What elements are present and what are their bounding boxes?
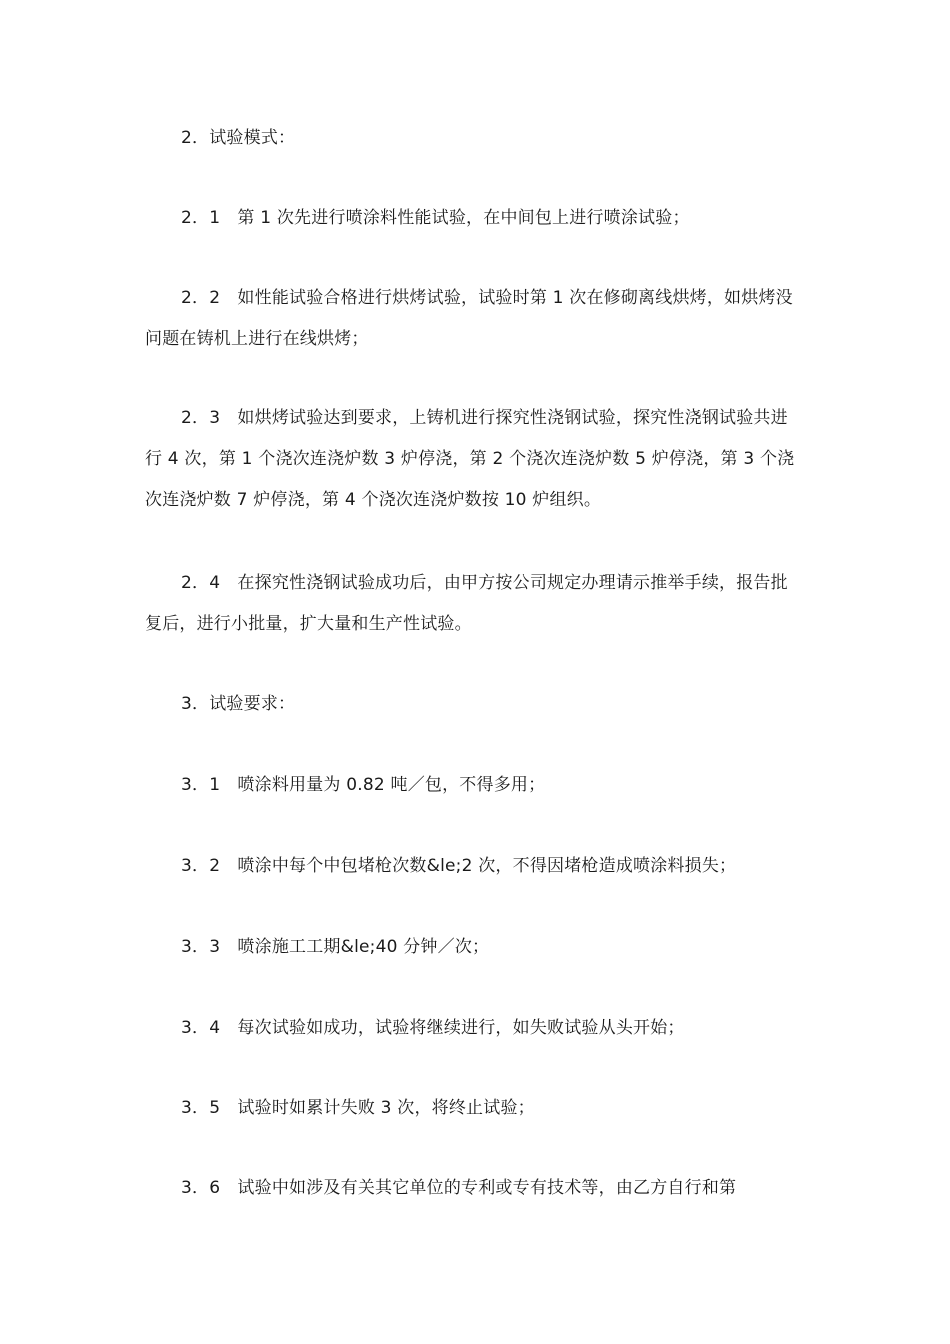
paragraph-2-2: 2．2 如性能试验合格进行烘烤试验，试验时第 1 次在修砌离线烘烤，如烘烤没问题在铸机上进行在线烘烤； <box>145 288 793 349</box>
paragraph-3-2: 3．2 喷涂中每个中包堵枪次数&le;2 次，不得因堵枪造成喷涂料损失； <box>181 856 737 876</box>
paragraph-3-6: 3．6 试验中如涉及有关其它单位的专利或专有技术等，由乙方自行和第 <box>181 1178 737 1198</box>
section-heading-3: 3．试验要求： <box>181 694 296 714</box>
paragraph-3-4: 3．4 每次试验如成功，试验将继续进行，如失败试验从头开始； <box>181 1018 685 1038</box>
paragraph-2-4: 2．4 在探究性浇钢试验成功后，由甲方按公司规定办理请示推举手续，报告批复后，进行小批量，扩大量和生产性试验。 <box>145 573 788 634</box>
section-heading-2: 2．试验模式： <box>181 128 296 148</box>
paragraph-3-5: 3．5 试验时如累计失败 3 次，将终止试验； <box>181 1098 535 1118</box>
paragraph-3-1: 3．1 喷涂料用量为 0.82 吨／包，不得多用； <box>181 775 546 795</box>
paragraph-2-1: 2．1 第 1 次先进行喷涂料性能试验，在中间包上进行喷涂试验； <box>181 208 690 228</box>
paragraph-2-3: 2．3 如烘烤试验达到要求，上铸机进行探究性浇钢试验，探究性浇钢试验共进行 4 次，第 1 个浇次连浇炉数 3 炉停浇，第 2 个浇次连浇炉数 5 炉停浇，第 3 个浇次连浇炉数 7 炉停浇，第 4 个浇次连浇炉数按 10 炉组织。 <box>145 408 795 510</box>
paragraph-3-3: 3．3 喷涂施工工期&le;40 分钟／次； <box>181 937 490 957</box>
